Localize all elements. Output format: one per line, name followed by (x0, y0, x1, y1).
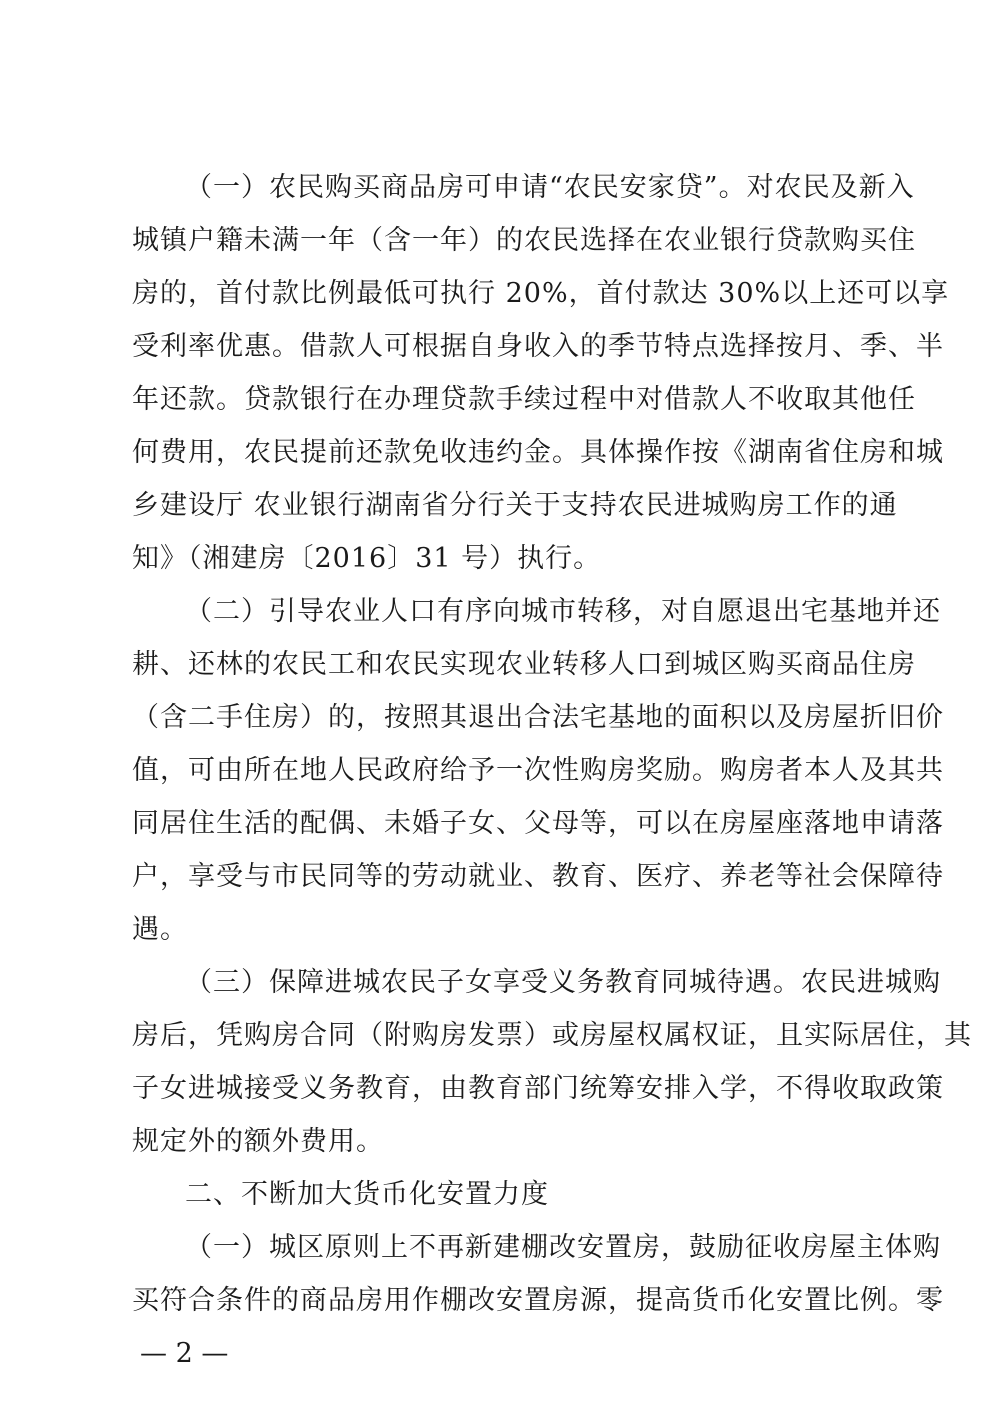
text-line: （二）引导农业人口有序向城市转移，对自愿退出宅基地并还 (185, 596, 941, 627)
text-line: 规定外的额外费用。 (132, 1126, 384, 1157)
text-line: 耕、还林的农民工和农民实现农业转移人口到城区购买商品住房 (132, 649, 916, 680)
text-line: 同居住生活的配偶、未婚子女、父母等，可以在房屋座落地申请落 (132, 808, 944, 839)
text-line: 买符合条件的商品房用作棚改安置房源，提高货币化安置比例。零 (132, 1285, 944, 1316)
text-line: （含二手住房）的，按照其退出合法宅基地的面积以及房屋折旧价 (132, 702, 944, 733)
text-line: 受利率优惠。借款人可根据自身收入的季节特点选择按月、季、半 (132, 331, 944, 362)
text-line: 乡建设厅 农业银行湖南省分行关于支持农民进城购房工作的通 (132, 490, 898, 521)
text-line: 房后，凭购房合同（附购房发票）或房屋权属权证，且实际居住，其 (132, 1020, 972, 1051)
text-line: 知》（湘建房〔2016〕31 号）执行。 (132, 543, 602, 574)
text-line: 户，享受与市民同等的劳动就业、教育、医疗、养老等社会保障待 (132, 861, 944, 892)
text-line: （一）城区原则上不再新建棚改安置房，鼓励征收房屋主体购 (185, 1232, 941, 1263)
text-line: 遇。 (132, 914, 188, 945)
text-line: 子女进城接受义务教育，由教育部门统筹安排入学，不得收取政策 (132, 1073, 944, 1104)
page-number: — 2 — (140, 1338, 229, 1369)
text-line: 值，可由所在地人民政府给予一次性购房奖励。购房者本人及其共 (132, 755, 944, 786)
text-line: 何费用，农民提前还款免收违约金。具体操作按《湖南省住房和城 (132, 437, 944, 468)
text-line: （一）农民购买商品房可申请“农民安家贷”。对农民及新入 (185, 172, 915, 203)
text-line: 城镇户籍未满一年（含一年）的农民选择在农业银行贷款购买住 (132, 225, 916, 256)
text-line: 房的，首付款比例最低可执行 20%，首付款达 30%以上还可以享 (132, 278, 950, 309)
section-heading: 二、不断加大货币化安置力度 (185, 1179, 549, 1210)
text-line: 年还款。贷款银行在办理贷款手续过程中对借款人不收取其他任 (132, 384, 916, 415)
text-line: （三）保障进城农民子女享受义务教育同城待遇。农民进城购 (185, 967, 941, 998)
